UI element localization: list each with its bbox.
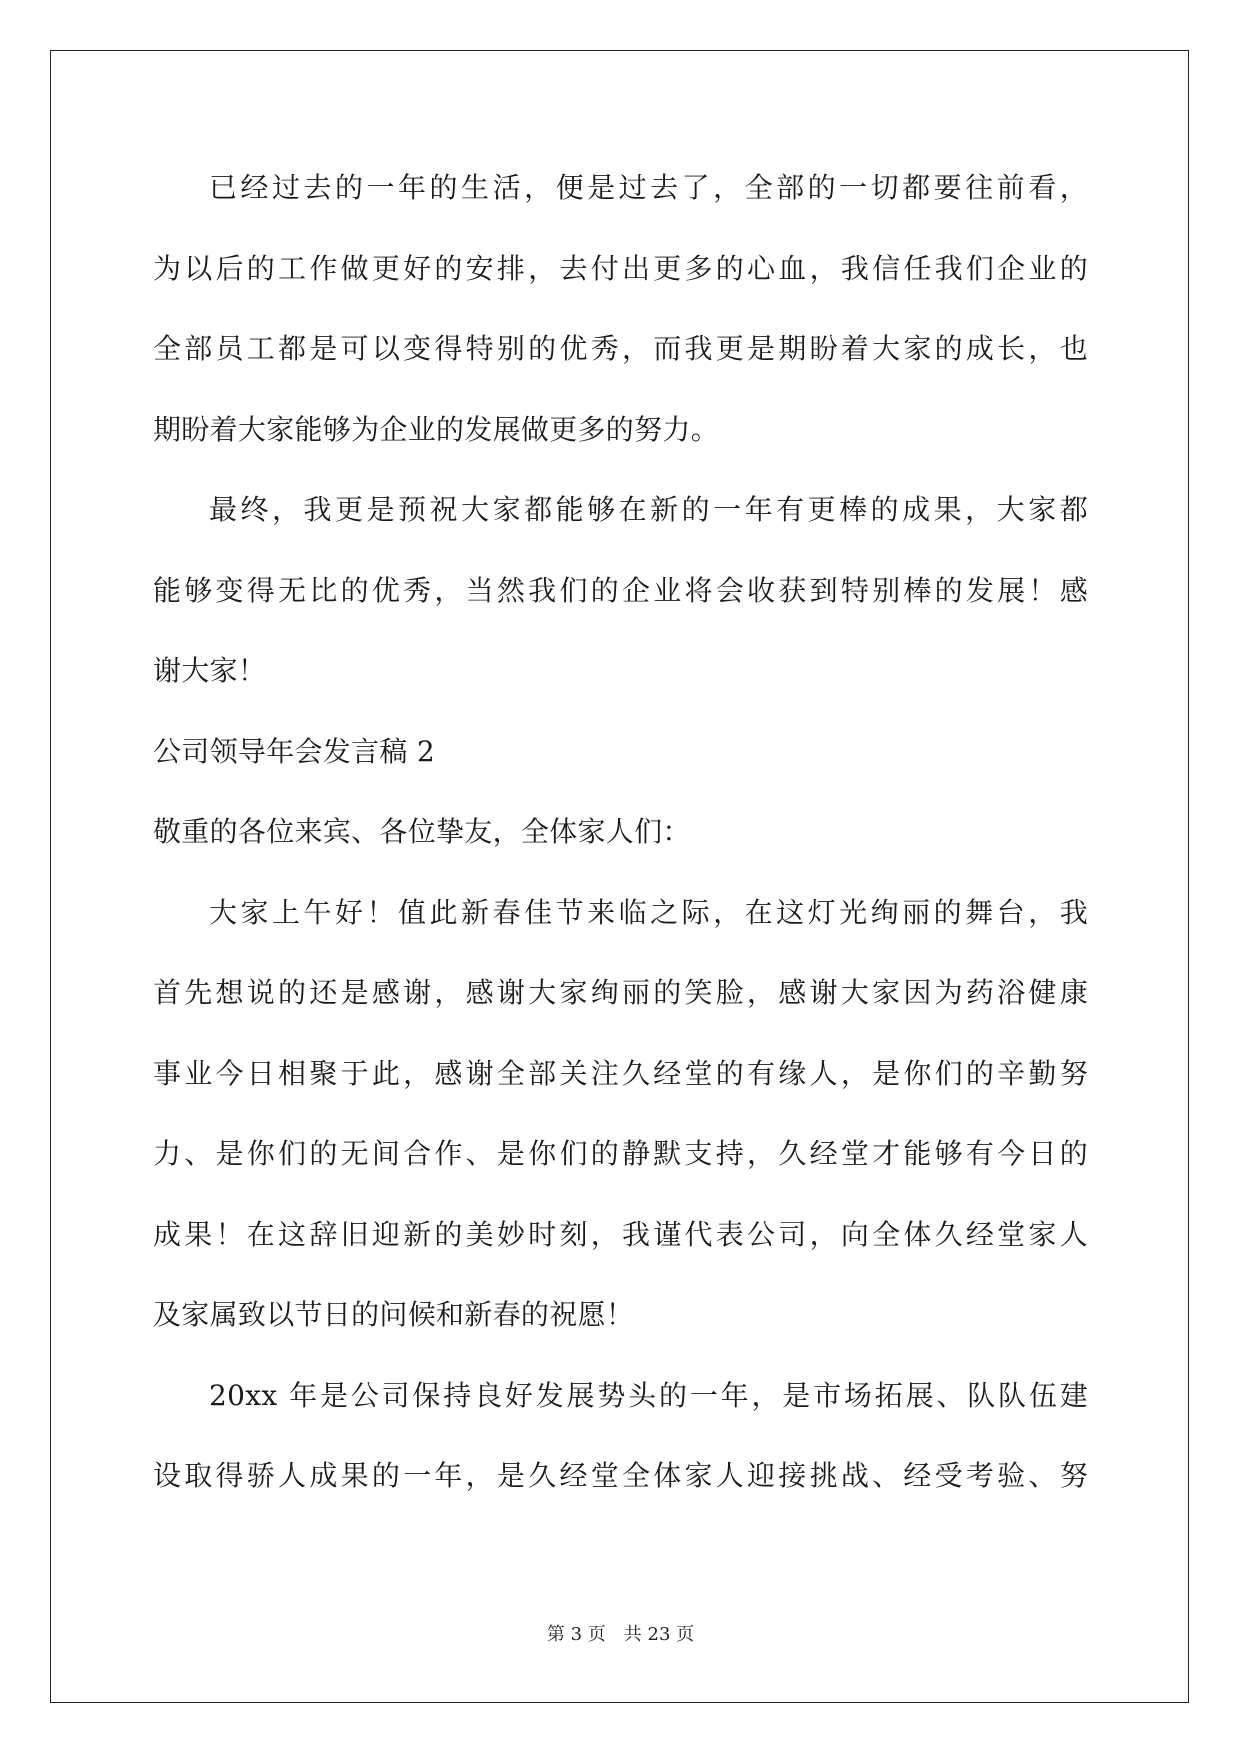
- text-line: 能够变得无比的优秀，当然我们的企业将会收获到特别棒的发展！感: [153, 573, 1088, 607]
- text-line: 全部员工都是可以变得特别的优秀，而我更是期盼着大家的成长，也: [153, 332, 1088, 365]
- page-number-footer: 第 3 页 共 23 页: [546, 1624, 695, 1645]
- text-line: 力、是你们的无间合作、是你们的静默支持，久经堂才能够有今日的: [153, 1137, 1088, 1170]
- text-line: 首先想说的还是感谢，感谢大家绚丽的笑脸，感谢大家因为药浴健康: [153, 976, 1088, 1009]
- text-line: 最终，我更是预祝大家都能够在新的一年有更棒的成果，大家都: [209, 493, 1088, 526]
- text-line: 成果！在这辞旧迎新的美妙时刻，我谨代表公司，向全体久经堂家人: [153, 1217, 1088, 1251]
- text-line: 期盼着大家能够为企业的发展做更多的努力。: [153, 412, 720, 446]
- document-body: [153, 160, 1088, 1529]
- text-line: 大家上午好！值此新春佳节来临之际，在这灯光绚丽的舞台，我: [209, 895, 1088, 929]
- text-line: 设取得骄人成果的一年，是久经堂全体家人迎接挑战、经受考验、努: [153, 1459, 1088, 1492]
- text-line: 为以后的工作做更好的安排，去付出更多的心血，我信任我们企业的: [153, 251, 1088, 285]
- text-line: 敬重的各位来宾、各位挚友，全体家人们：: [153, 815, 691, 848]
- text-line: 谢大家！: [153, 654, 267, 687]
- text-line: 事业今日相聚于此，感谢全部关注久经堂的有缘人，是你们的辛勤努: [153, 1056, 1088, 1090]
- text-line: 及家属致以节日的问候和新春的祝愿！: [153, 1298, 635, 1331]
- text-line: 20xx 年是公司保持良好发展势头的一年，是市场拓展、队队伍建: [209, 1378, 1088, 1412]
- text-line: 已经过去的一年的生活，便是过去了，全部的一切都要往前看，: [209, 171, 1088, 204]
- text-line: 公司领导年会发言稿 2: [153, 734, 436, 768]
